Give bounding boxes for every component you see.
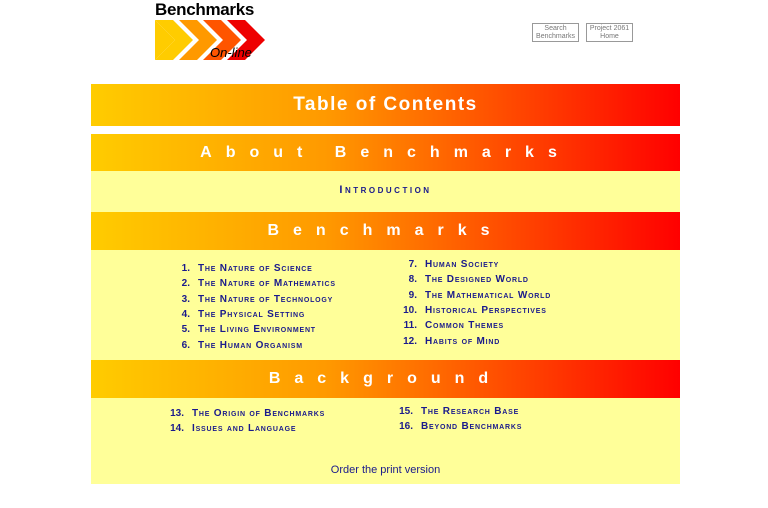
list-item [166,276,336,291]
item-number: 1. [181,263,190,275]
item-number: 3. [181,293,190,305]
chapter-link[interactable]: Beyond Benchmarks [421,421,523,433]
section-heading-benchmarks: Benchmarks [91,212,680,250]
list-item [389,419,522,434]
list-item [393,333,551,348]
list-item [160,406,325,421]
chapter-link[interactable]: Human Society [425,259,500,271]
list-item [166,322,336,337]
item-number: 14. [170,423,184,435]
chapter-link[interactable]: The Physical Setting [198,309,306,321]
item-number: 10. [403,305,417,317]
order-print-version-link[interactable]: Order the print version [330,464,441,476]
item-number: 13. [170,408,184,420]
list-item [166,337,336,352]
item-number: 11. [403,320,417,332]
item-number: 15. [399,406,413,418]
chapter-link[interactable]: The Origin of Benchmarks [192,408,326,420]
list-item [393,303,551,318]
chapter-link[interactable]: The Human Organism [198,339,303,351]
list-item [393,257,551,272]
benchmarks-list-left [166,261,336,353]
chapter-link[interactable]: Issues and Language [192,423,297,435]
chapter-link[interactable]: The Nature of Mathematics [198,278,336,290]
search-benchmarks-button[interactable]: Search Benchmarks [532,23,579,42]
list-item [393,288,551,303]
item-number: 16. [399,421,413,433]
benchmarks-logo[interactable] [155,0,275,66]
chapter-link[interactable]: The Mathematical World [425,289,552,301]
item-number: 8. [408,274,417,286]
chapter-link[interactable]: The Designed World [425,274,529,286]
about-panel [91,171,680,212]
section-heading-background: Background [91,360,680,398]
list-item [393,318,551,333]
chapter-link[interactable]: Historical Perspectives [425,305,547,317]
project-2061-home-button[interactable]: Project 2061 Home [586,23,633,42]
introduction-link[interactable]: Introduction [339,184,432,196]
benchmarks-list-right [393,257,551,349]
background-panel [91,398,680,484]
chapter-link[interactable]: The Living Environment [198,324,316,336]
chapter-link[interactable]: The Research Base [421,406,520,418]
item-number: 5. [181,324,190,336]
list-item [166,261,336,276]
background-list-left [160,406,325,437]
logo-subtitle: On-line [210,45,252,60]
chapter-link[interactable]: Habits of Mind [425,335,501,347]
item-number: 4. [181,309,190,321]
chapter-link[interactable]: The Nature of Technology [198,293,334,305]
chapter-link[interactable]: The Nature of Science [198,263,313,275]
list-item [166,292,336,307]
background-list-right [389,404,522,435]
item-number: 9. [408,289,417,301]
logo-title: Benchmarks [155,0,255,19]
chapter-link[interactable]: Common Themes [425,320,505,332]
list-item [389,404,522,419]
item-number: 6. [181,339,190,351]
list-item [166,307,336,322]
list-item [393,272,551,287]
list-item [160,421,325,436]
page-title: Table of Contents [91,84,680,126]
item-number: 12. [403,335,417,347]
item-number: 7. [408,259,417,271]
section-heading-about: About Benchmarks [91,134,680,171]
item-number: 2. [181,278,190,290]
benchmarks-panel [91,250,680,360]
